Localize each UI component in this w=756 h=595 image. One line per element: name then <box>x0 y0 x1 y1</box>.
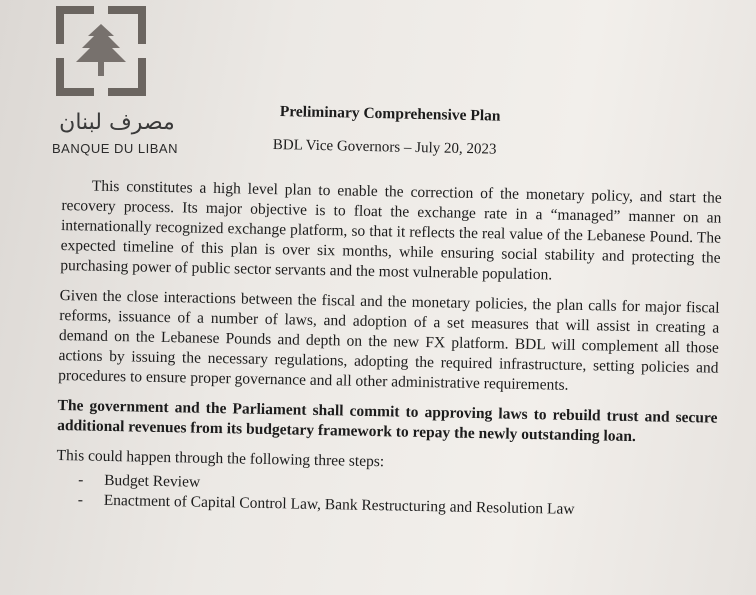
step-text: Enactment of Capital Control Law, Bank Restructuring and Resolution Law <box>103 491 575 518</box>
document-title: Preliminary Comprehensive Plan <box>279 103 501 125</box>
paragraph-intro: This constitutes a high level plan to enable the correction of the monetary policy, and start the recovery process. Its major objective is to float the exchange rate in a “managed” manner on an internationally recognized exchange platform, so that it reflects the real value of the Lebanese Pound. The expected timeline of this plan is over six months, while ensuring social stability and protecting the purchasing power of public sector servants and the most vulnerable population. <box>60 177 722 284</box>
step-text: Budget Review <box>104 471 201 491</box>
paragraph-fiscal: Given the close interactions between the fiscal and the monetary policies, the plan calls for major fiscal reforms, issuance of a number of laws, and adoption of a set measures that will assist in creating a demand on the Lebanese Pounds and depth on the new FX platform. BDL will complement all those actions by issuing the necessary regulations, adopting the required infrastructure, setting policies and procedures to ensure proper governance and all other administrative requirements. <box>58 286 720 394</box>
document-subtitle: BDL Vice Governors – July 20, 2023 <box>272 137 497 158</box>
document-body <box>56 176 722 523</box>
logo-bank-name: BANQUE DU LIBAN <box>52 141 178 156</box>
cedar-logo-icon <box>56 6 146 96</box>
steps-list <box>56 470 717 523</box>
list-marker: - <box>77 491 84 509</box>
logo-arabic-text: مصرف لبنان <box>59 110 175 135</box>
paragraph-commitment: The government and the Parliament shall commit to approving laws to rebuild trust and secure additional revenues from its budgetary framework to repay the newly outstanding loan. <box>57 396 718 446</box>
paragraph-steps-intro: This could happen through the following three steps: <box>56 446 385 471</box>
list-marker: - <box>78 471 84 489</box>
